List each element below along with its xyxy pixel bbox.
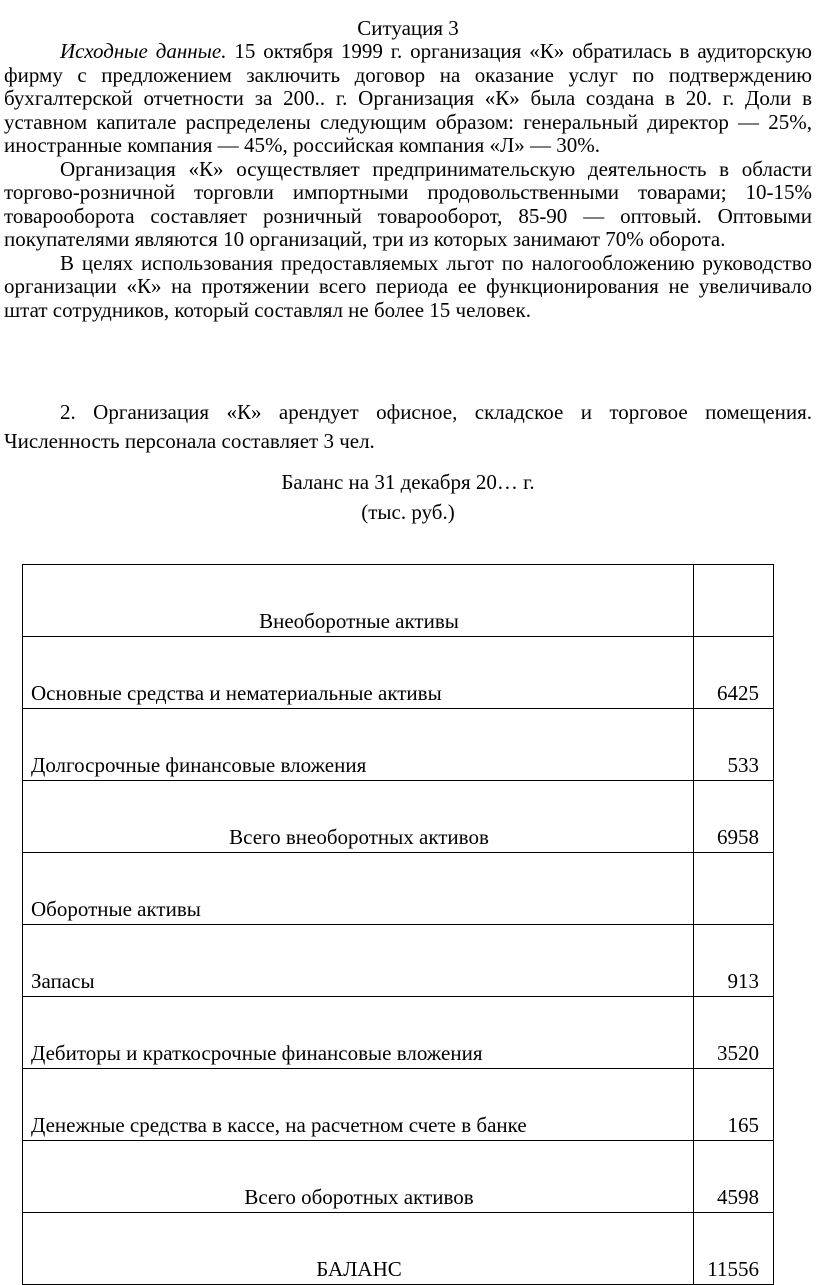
balance-item-label: Запасы — [23, 925, 694, 997]
note-paragraph: 2. Организация «К» арендует офисное, складское и торговое помещения. Численность персонала составляет 3 чел. — [4, 400, 812, 453]
table-row — [23, 853, 774, 925]
intro-paragraph — [4, 40, 812, 158]
situation-title: Ситуация 3 — [357, 16, 459, 40]
balance-item-value: 6425 — [694, 637, 774, 709]
balance-item-value: 11556 — [694, 1213, 774, 1285]
balance-item-value: 913 — [694, 925, 774, 997]
balance-item-label: Внеоборотные активы — [23, 565, 694, 637]
situation-body — [4, 40, 812, 322]
balance-table-body — [23, 565, 774, 1285]
balance-item-value — [694, 853, 774, 925]
balance-item-label: Всего внеоборотных активов — [23, 781, 694, 853]
note-block — [4, 398, 812, 456]
balance-item-value: 165 — [694, 1069, 774, 1141]
balance-item-label: Всего оборотных активов — [23, 1141, 694, 1213]
intro-paragraph-text: 15 октября 1999 г. организация «К» обратилась в аудиторскую фирму с предложением заключить договор на оказание услуг по подтверждению бухгалтерской отчетности за 200.. г. Организация «К» была создана в 20. г. Доли в уставном капитале распределены следующим образом: генеральный директор — 25%, иностранные компания — 45%, российская компания «Л» — 30%. — [4, 39, 812, 157]
balance-caption: Баланс на 31 декабря 20… г. — [281, 470, 535, 494]
balance-item-label: Долгосрочные финансовые вложения — [23, 709, 694, 781]
balance-item-label: БАЛАНС — [23, 1213, 694, 1285]
balance-table — [22, 564, 774, 1285]
balance-item-label: Дебиторы и краткосрочные финансовые вложения — [23, 997, 694, 1069]
table-row — [23, 565, 774, 637]
table-row — [23, 1069, 774, 1141]
balance-item-value: 533 — [694, 709, 774, 781]
balance-item-value: 3520 — [694, 997, 774, 1069]
balance-units: (тыс. руб.) — [361, 500, 455, 524]
balance-item-value: 6958 — [694, 781, 774, 853]
business-paragraph: Организация «К» осуществляет предпринимательскую деятельность в области торгово-розничной торговли импортными продовольственными товарами; 10-15% товарооборота составляет розничный товарооборот, 85-90 — оптовый. Оптовыми покупателями являются 10 организаций, три из которых занимают 70% оборота. — [4, 156, 812, 251]
table-row — [23, 925, 774, 997]
balance-item-label: Денежные средства в кассе, на расчетном счете в банке — [23, 1069, 694, 1141]
balance-item-label: Основные средства и нематериальные активы — [23, 637, 694, 709]
balance-item-label: Оборотные активы — [23, 853, 694, 925]
staff-paragraph: В целях использования предоставляемых льгот по налогообложению руководство организации «К» на протяжении всего периода ее функционирования не увеличивало штат сотрудников, который составлял не более 15 человек. — [4, 250, 812, 322]
intro-label: Исходные данные. — [60, 39, 227, 63]
table-row — [23, 1141, 774, 1213]
table-row — [23, 637, 774, 709]
balance-item-value: 4598 — [694, 1141, 774, 1213]
table-row — [23, 709, 774, 781]
table-row — [23, 781, 774, 853]
table-row — [23, 1213, 774, 1285]
table-row — [23, 997, 774, 1069]
balance-item-value — [694, 565, 774, 637]
